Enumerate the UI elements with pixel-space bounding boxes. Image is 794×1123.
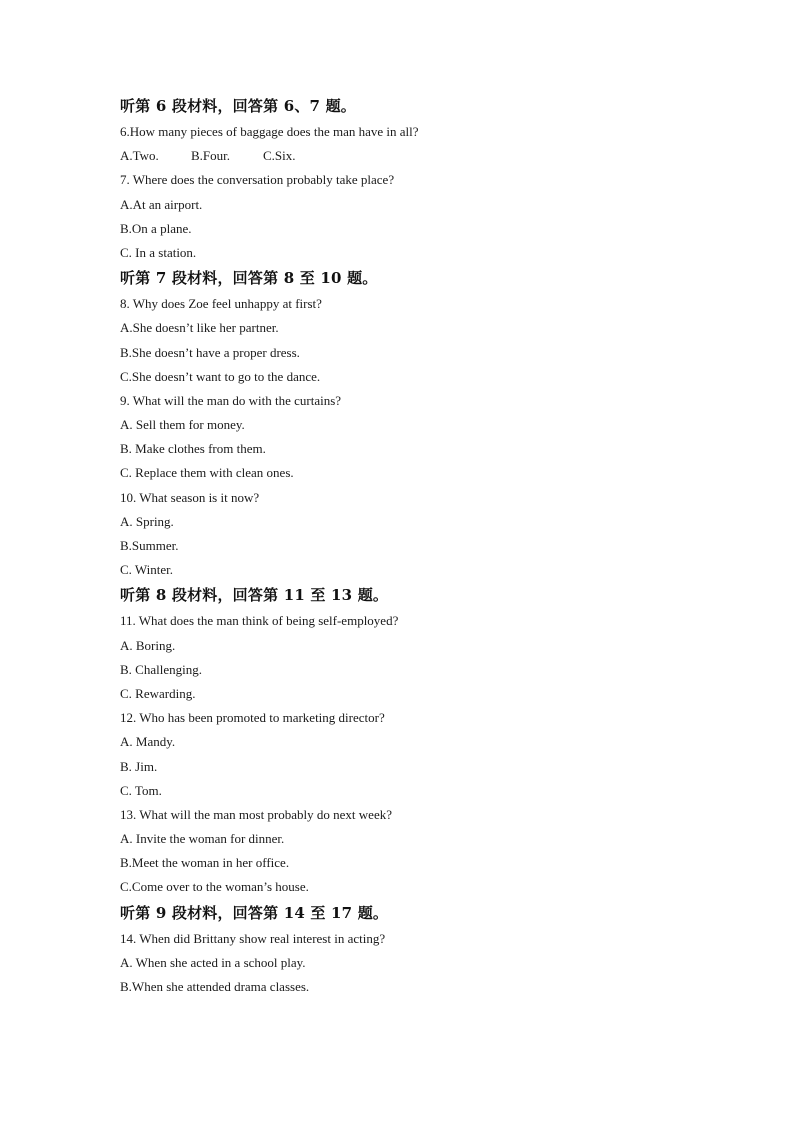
question-text: 7. Where does the conversation probably take place? (120, 172, 395, 188)
option-a: A. Spring. (120, 513, 174, 529)
option-a: A. Mandy. (120, 734, 176, 750)
option-a: A. Invite the woman for dinner. (120, 831, 285, 847)
option-a: A.She doesn’t like her partner. (120, 320, 279, 336)
document-page (120, 93, 720, 999)
option-b: B.On a plane. (120, 220, 192, 236)
option-a: A. Sell them for money. (120, 417, 245, 433)
option-b: B. Challenging. (120, 661, 202, 677)
question-text: 6.How many pieces of baggage does the man have in all? (120, 124, 419, 139)
option-c: C.Six. (263, 148, 296, 164)
option-a: A. When she acted in a school play. (120, 954, 306, 970)
option-a: A.At an airport. (120, 196, 203, 212)
option-c: C.She doesn’t want to go to the dance. (120, 368, 321, 384)
option-c: C. Rewarding. (120, 685, 196, 701)
section-heading: 听第 6 段材料，回答第 6、7 题。 (120, 97, 357, 115)
option-b: B.Meet the woman in her office. (120, 855, 290, 871)
option-c: C. Winter. (120, 562, 174, 578)
option-a: A.Two. (120, 148, 159, 164)
question-text: 8. Why does Zoe feel unhappy at first? (120, 296, 322, 312)
question-text: 12. Who has been promoted to marketing director? (120, 710, 385, 726)
question-text: 11. What does the man think of being self-employed? (120, 613, 399, 629)
option-b: B. Make clothes from them. (120, 441, 266, 457)
question-text: 10. What season is it now? (120, 489, 260, 505)
section-heading: 听第 7 段材料，回答第 8 至 10 题。 (120, 269, 378, 288)
inline-options (120, 144, 720, 168)
question-text: 13. What will the man most probably do next week? (120, 806, 392, 822)
option-c: C. Tom. (120, 782, 162, 798)
option-b: B.She doesn’t have a proper dress. (120, 344, 300, 360)
option-c: C.Come over to the woman’s house. (120, 879, 309, 895)
option-c: C. In a station. (120, 244, 197, 260)
section-heading: 听第 8 段材料，回答第 11 至 13 题。 (120, 586, 389, 605)
option-b: B. Jim. (120, 758, 158, 774)
option-b: B.Summer. (120, 538, 179, 553)
question-text: 14. When did Brittany show real interest in acting? (120, 930, 386, 946)
option-a: A. Boring. (120, 637, 176, 653)
question-text: 9. What will the man do with the curtains? (120, 392, 342, 408)
option-b: B.Four. (191, 148, 231, 164)
option-b: B.When she attended drama classes. (120, 979, 310, 994)
section-heading: 听第 9 段材料，回答第 14 至 17 题。 (120, 903, 389, 922)
option-c: C. Replace them with clean ones. (120, 465, 294, 481)
